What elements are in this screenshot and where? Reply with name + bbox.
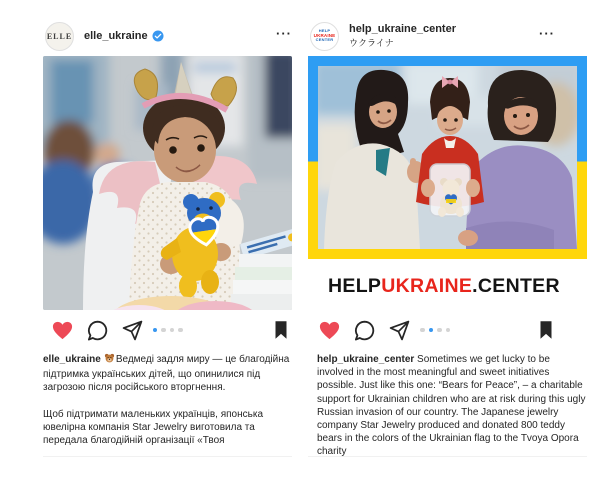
post-photo[interactable] — [308, 56, 587, 310]
comment-icon[interactable] — [353, 319, 376, 342]
caption-text: Sometimes we get lucky to be involved in the most meaningful and sweet initiatives possible. Just like this one: “Bears for Peace”, – a charitable support for Ukrainian children who are at risk during this ugly Russian invasion of our country. The Japanese jewelry company Star Jewelry produced and donated 800 teddy bears in the colors of the Ukrainian flag to the Tvoya Opora charity — [317, 354, 586, 458]
gift-bag-with-teddy — [430, 164, 470, 217]
location-label[interactable]: ウクライナ — [349, 38, 394, 48]
bookmark-icon[interactable] — [535, 319, 557, 341]
ukraine-flag-frame — [308, 56, 587, 259]
username[interactable]: elle_ukraine — [84, 30, 148, 42]
post-help-ukraine-center — [308, 16, 587, 459]
wordmark-center: .CENTER — [472, 275, 560, 297]
like-heart-icon[interactable] — [51, 319, 74, 342]
avatar-logo-text: CENTER — [315, 37, 334, 43]
caption-paragraph — [43, 408, 292, 448]
post-header — [308, 16, 587, 56]
avatar-logo-text: UKRAINE — [313, 32, 336, 38]
avatar[interactable] — [45, 22, 74, 51]
avatar[interactable] — [310, 22, 339, 51]
caption-paragraph — [43, 353, 292, 395]
action-bar — [43, 310, 292, 350]
caption-username[interactable]: elle_ukraine — [43, 354, 101, 365]
share-icon[interactable] — [388, 319, 411, 342]
bookmark-icon[interactable] — [270, 319, 292, 341]
post-caption — [308, 353, 587, 459]
caption-text: Ведмеді задля миру — це благодійна підтримка українських дітей, що опинилися під загрозою після російського вторгнення. — [43, 354, 290, 394]
girl-with-teddy-illustration — [43, 56, 292, 310]
caption-paragraph — [317, 353, 587, 459]
more-options-icon[interactable]: ··· — [539, 25, 555, 41]
post-caption — [43, 353, 292, 447]
post-photo[interactable] — [43, 56, 292, 310]
share-icon[interactable] — [121, 319, 144, 342]
action-bar — [308, 310, 587, 350]
caption-text: Щоб підтримати маленьких українців, японська ювелірна компанія Star Jewelry виготовила та передала благодійній організації «Твоя — [43, 408, 264, 447]
comment-icon[interactable] — [86, 319, 109, 342]
wordmark-ukraine: UKRAINE — [381, 275, 473, 297]
like-heart-icon[interactable] — [318, 319, 341, 342]
teddy-bear-emoji-icon — [104, 353, 115, 368]
verified-badge-icon — [152, 30, 164, 42]
family-photo-illustration — [318, 66, 577, 249]
avatar-logo-text: HELP — [318, 28, 331, 34]
wordmark-help: HELP — [328, 275, 382, 297]
caption-username[interactable]: help_ukraine_center — [317, 354, 415, 365]
helpukraine-center-wordmark — [308, 259, 587, 310]
carousel-dots — [43, 310, 292, 350]
avatar-logo-text: ELLE — [46, 31, 73, 41]
carousel-dots — [308, 310, 562, 350]
post-header — [43, 16, 292, 56]
username[interactable]: help_ukraine_center — [349, 23, 456, 35]
more-options-icon[interactable]: ··· — [276, 25, 292, 41]
post-elle-ukraine — [43, 16, 292, 447]
